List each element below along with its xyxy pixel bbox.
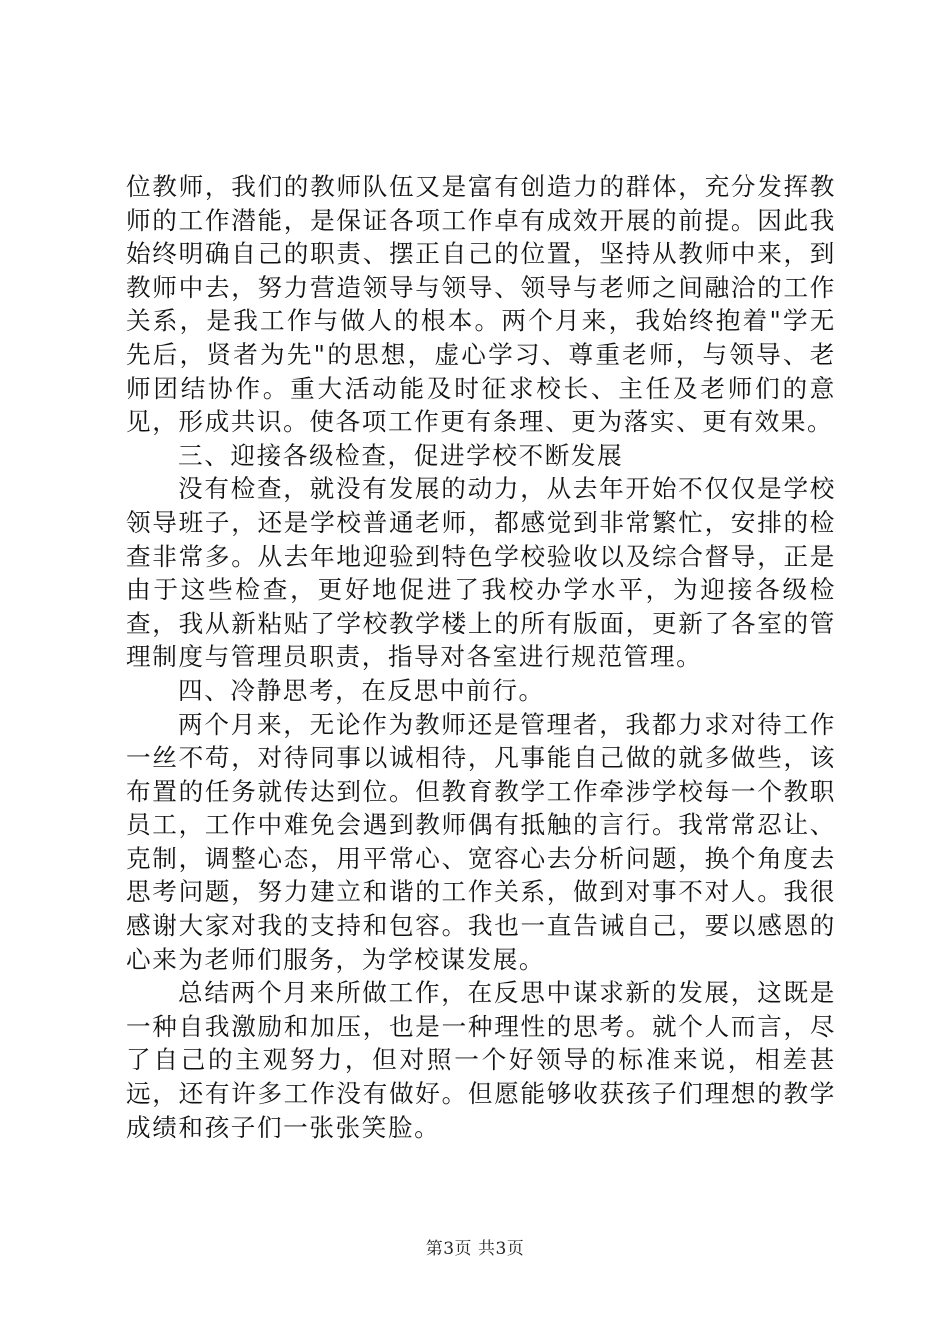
document-body — [126, 170, 836, 1144]
paragraph-continuation: 位教师，我们的教师队伍又是富有创造力的群体，充分发挥教师的工作潜能，是保证各项工作卓有成效开展的前提。因此我始终明确自己的职责、摆正自己的位置，坚持从教师中来，到教师中去，努力营造领导与领导、领导与老师之间融洽的工作关系，是我工作与做人的根本。两个月来，我始终抱着"学无先后，贤者为先"的思想，虚心学习、尊重老师，与领导、老师团结协作。重大活动能及时征求校长、主任及老师们的意见，形成共识。使各项工作更有条理、更为落实、更有效果。 — [126, 172, 836, 437]
page-footer — [0, 1238, 950, 1260]
section-heading-reflection: 四、冷静思考，在反思中前行。 — [178, 675, 545, 705]
page-number-label: 第3页 共3页 — [425, 1239, 525, 1259]
paragraph-summary: 总结两个月来所做工作，在反思中谋求新的发展，这既是一种自我激励和加压，也是一种理性的思考。就个人而言，尽了自己的主观努力，但对照一个好领导的标准来说，相差甚远，还有许多工作没有做好。但愿能够收获孩子们理想的教学成绩和孩子们一张张笑脸。 — [126, 978, 836, 1142]
paragraph-inspections: 没有检查，就没有发展的动力，从去年开始不仅仅是学校领导班子，还是学校普通老师，都感觉到非常繁忙，安排的检查非常多。从去年地迎验到特色学校验收以及综合督导，正是由于这些检查，更好地促进了我校办学水平，为迎接各级检查，我从新粘贴了学校教学楼上的所有版面，更新了各室的管理制度与管理员职责，指导对各室进行规范管理。 — [126, 474, 836, 672]
section-heading-inspections: 三、迎接各级检查，促进学校不断发展 — [178, 440, 624, 470]
paragraph-reflection: 两个月来，无论作为教师还是管理者，我都力求对待工作一丝不苟，对待同事以诚相待，凡事能自己做的就多做些，该布置的任务就传达到位。但教育教学工作牵涉学校每一个教职员工，工作中难免会遇到教师偶有抵触的言行。我常常忍让、克制，调整心态，用平常心、宽容心去分析问题，换个角度去思考问题，努力建立和谐的工作关系，做到对事不对人。我很感谢大家对我的支持和包容。我也一直告诫自己，要以感恩的心来为老师们服务，为学校谋发展。 — [126, 709, 836, 974]
